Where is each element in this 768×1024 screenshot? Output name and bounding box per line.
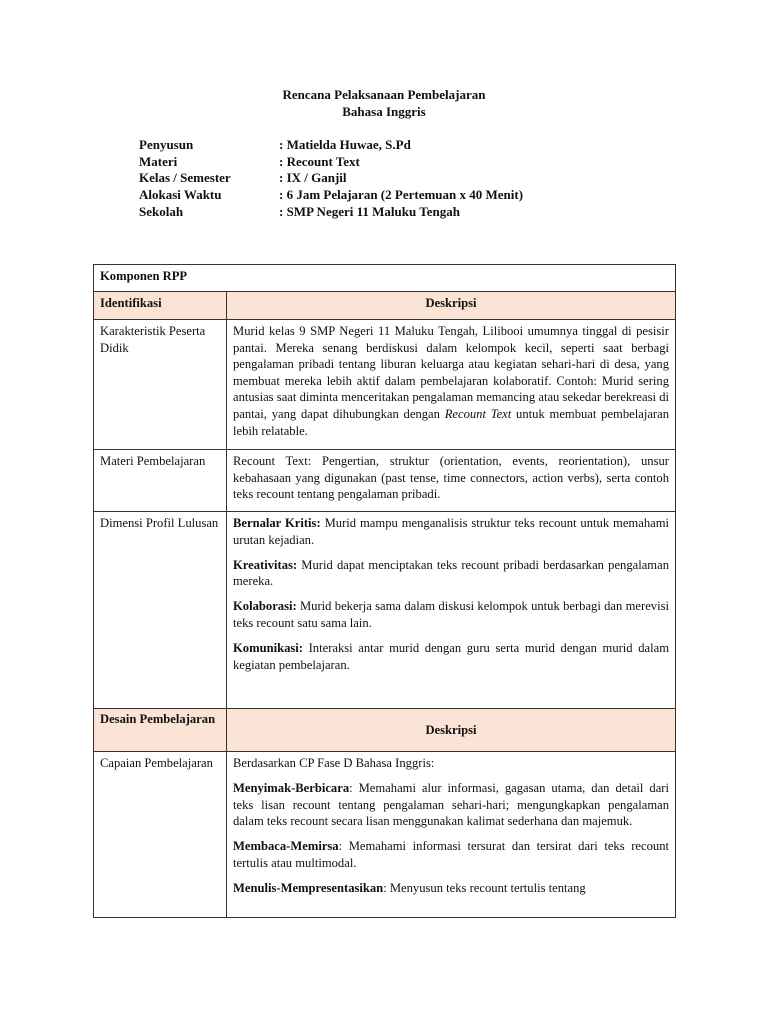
deskripsi-heading: Deskripsi (227, 292, 676, 320)
dimensi-item: Kreativitas: Murid dapat menciptakan teks recount pribadi berdasarkan pengalaman mereka. (233, 557, 669, 589)
info-row-penyusun: Penyusun : Matielda Huwae, S.Pd (139, 137, 411, 152)
table-row (94, 265, 676, 292)
info-row-sekolah: Sekolah : SMP Negeri 11 Maluku Tengah (139, 203, 460, 219)
info-block (139, 137, 523, 220)
table-row (94, 511, 676, 708)
dimensi-text (227, 511, 676, 708)
table-header-row (94, 708, 676, 751)
info-row-alokasi: Alokasi Waktu : 6 Jam Pelajaran (2 Pertemuan x 40 Menit) (139, 187, 524, 203)
dimensi-item: Kolaborasi: Murid bekerja sama dalam diskusi kelompok untuk berbagi dan merevisi teks recount satu sama lain. (233, 599, 669, 630)
capaian-intro: Berdasarkan CP Fase D Bahasa Inggris: (233, 755, 435, 770)
dimensi-item: Bernalar Kritis: Murid mampu menganalisis struktur teks recount untuk memahami urutan kejadian. (233, 515, 670, 547)
capaian-item: Menulis-Mempresentasikan: Menyusun teks recount tertulis tentang (233, 881, 586, 895)
komponen-heading: Komponen RPP (94, 265, 676, 292)
rpp-table (93, 264, 676, 918)
capaian-label: Capaian Pembelajaran (94, 751, 227, 917)
document-title: Rencana Pelaksanaan Pembelajaran (282, 87, 486, 102)
table-row (94, 450, 676, 512)
info-row-kelas: Kelas / Semester : IX / Ganjil (139, 170, 347, 186)
deskripsi-heading-2: Deskripsi (227, 708, 676, 751)
capaian-item: Membaca-Memirsa: Memahami informasi tersurat dan tersirat dari teks recount tertulis atau multimodal. (233, 839, 669, 870)
karakteristik-label: Karakteristik Peserta Didik (94, 320, 227, 450)
table-row (94, 320, 676, 450)
capaian-text (227, 751, 676, 917)
table-row (94, 751, 676, 917)
capaian-item: Menyimak-Berbicara: Memahami alur informasi, gagasan utama, dan detail dari teks lisan recount tentang pengalaman sehari-hari; mengungkapkan pengalaman dalam teks recount secara lisan menggunakan kalimat sederhana dan majemuk. (233, 781, 669, 829)
materi-text: Recount Text: Pengertian, struktur (orientation, events, reorientation), unsur kebahasaan yang digunakan (past tense, time connectors, action verbs), serta contoh teks recount tentang pengalaman pribadi. (227, 450, 676, 512)
document-subtitle: Bahasa Inggris (342, 104, 426, 119)
karakteristik-text: Murid kelas 9 SMP Negeri 11 Maluku Tengah, Lilibooi umumnya tinggal di pesisir pantai. Mereka senang berdiskusi dalam kelompok kecil, seperti saat berbagi pengalaman pribadi tentang liburan keluarga atau kegiatan sehari-hari di desa, yang membuat mereka lebih aktif dalam pembelajaran kolaboratif. Contoh: Murid sering antusias saat diminta menceritakan pengalaman memancing atau sekedar berekreasi di pantai, yang dapat dihubungkan dengan Recount Text untuk membuat pembelajaran lebih relatable. (227, 320, 676, 450)
info-row-materi: Materi : Recount Text (139, 153, 360, 169)
desain-heading: Desain Pembelajaran (94, 708, 227, 751)
materi-label: Materi Pembelajaran (94, 450, 227, 512)
dimensi-label: Dimensi Profil Lulusan (94, 511, 227, 708)
table-header-row (94, 292, 676, 320)
identifikasi-heading: Identifikasi (94, 292, 227, 320)
dimensi-item: Komunikasi: Interaksi antar murid dengan guru serta murid dengan murid dalam kegiatan pembelajaran. (233, 641, 669, 672)
